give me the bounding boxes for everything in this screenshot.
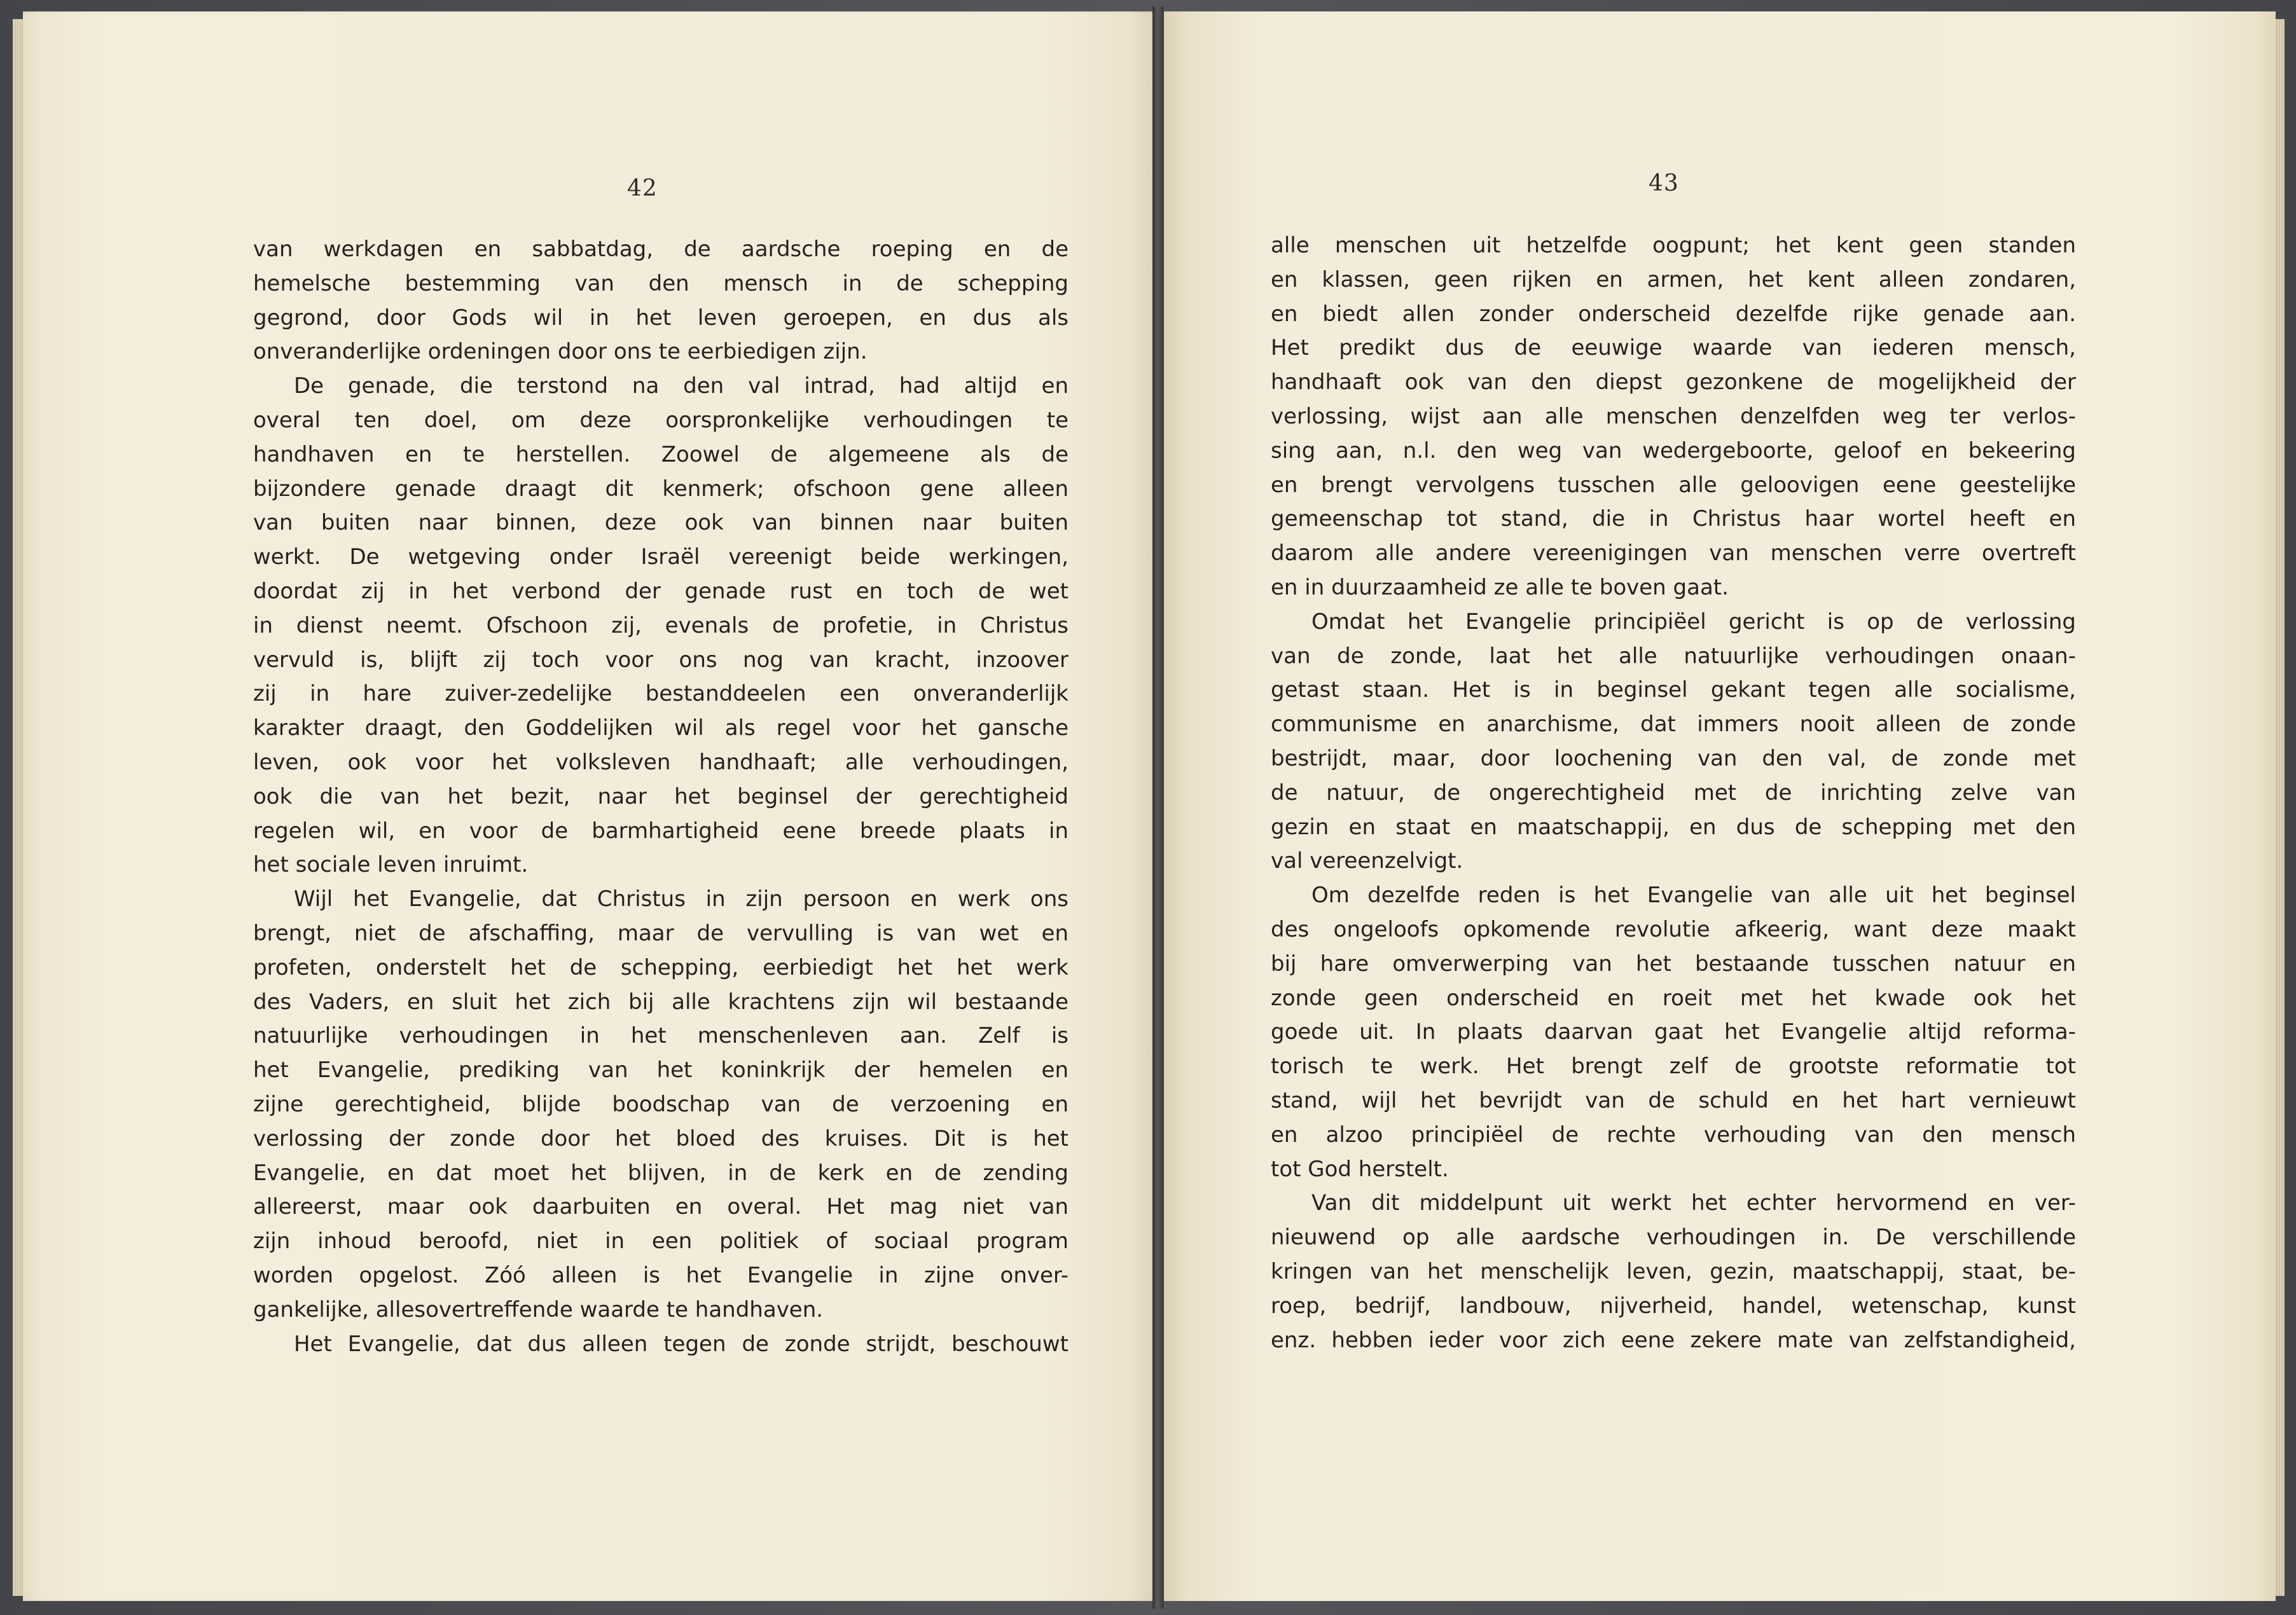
text-line: werkt. De wetgeving onder Israël vereenigt beide werkingen, xyxy=(253,544,1068,570)
text-line: gankelijke, allesovertreffende waarde te handhaven. xyxy=(253,1296,824,1323)
text-line: daarom alle andere vereenigingen van menschen verre overtreft xyxy=(1271,540,2076,567)
text-line: kringen van het menschelijk leven, gezin, maatschappij, staat, be- xyxy=(1271,1258,2076,1284)
text-line: bestrijdt, maar, door loochening van den val, de zonde met xyxy=(1271,745,2076,771)
text-line: handhaaft ook van den diepst gezonkene de mogelijkheid der xyxy=(1271,369,2076,395)
text-line: sing aan, n.l. den weg van wedergeboorte, geloof en bekeering xyxy=(1271,437,2076,464)
text-line: brengt, niet de afschaffing, maar de vervulling is van wet en xyxy=(253,920,1068,946)
text-line: gezin en staat en maatschappij, en dus de schepping met den xyxy=(1271,814,2076,840)
text-line: handhaven en te herstellen. Zoowel de algemeene als de xyxy=(253,441,1068,467)
book-gutter xyxy=(1152,6,1164,1609)
text-line: het sociale leven inruimt. xyxy=(253,852,529,878)
right-page xyxy=(1161,11,2276,1601)
text-line: het Evangelie, prediking van het koninkrijk der hemelen en xyxy=(253,1057,1068,1083)
text-line: stand, wijl het bevrijdt van de schuld en het hart vernieuwt xyxy=(1271,1087,2076,1113)
text-line: Wijl het Evangelie, dat Christus in zijn persoon en werk ons xyxy=(294,886,1068,912)
text-line: De genade, die terstond na den val intrad, had altijd en xyxy=(294,373,1068,399)
text-line: zonde geen onderscheid en roeit met het kwade ook het xyxy=(1271,985,2076,1011)
text-line: hemelsche bestemming van den mensch in de schepping xyxy=(253,270,1068,296)
text-line: van buiten naar binnen, deze ook van binnen naar buiten xyxy=(253,510,1068,536)
text-line: Van dit middelpunt uit werkt het echter hervormend en ver- xyxy=(1311,1190,2076,1216)
text-line: in dienst neemt. Ofschoon zij, evenals de profetie, in Christus xyxy=(253,612,1068,638)
text-line: de natuur, de ongerechtigheid met de inrichting zelve van xyxy=(1271,780,2076,806)
text-line: communisme en anarchisme, dat immers nooit alleen de zonde xyxy=(1271,711,2076,738)
text-line: roep, bedrijf, landbouw, nijverheid, handel, wetenschap, kunst xyxy=(1271,1293,2076,1319)
text-line: getast staan. Het is in beginsel gekant tegen alle socialisme, xyxy=(1271,677,2076,703)
left-page xyxy=(23,11,1155,1601)
page-stack-left-edge xyxy=(13,19,23,1596)
text-line: profeten, onderstelt het de schepping, eerbiedigt het het werk xyxy=(253,954,1068,980)
page-number-left: 42 xyxy=(627,175,658,202)
text-line: en in duurzaamheid ze alle te boven gaat. xyxy=(1271,574,1729,600)
text-line: nieuwend op alle aardsche verhoudingen in. De verschillende xyxy=(1271,1225,2076,1251)
text-line: alle menschen uit hetzelfde oogpunt; het kent geen standen xyxy=(1271,233,2076,258)
text-line: torisch te werk. Het brengt zelf de grootste reformatie tot xyxy=(1271,1054,2076,1080)
text-line: gemeenschap tot stand, die in Christus haar wortel heeft en xyxy=(1271,506,2076,532)
text-line: ook die van het bezit, naar het beginsel der gerechtigheid xyxy=(253,783,1068,809)
text-line: Evangelie, en dat moet het blijven, in de kerk en de zending xyxy=(253,1160,1068,1186)
text-line: overal ten doel, om deze oorspronkelijke verhoudingen te xyxy=(253,407,1068,433)
left-page-body-text xyxy=(253,233,1068,1361)
text-line: Het predikt dus de eeuwige waarde van iederen mensch, xyxy=(1271,335,2076,361)
text-line: en alzoo principiëel de rechte verhouding van den mensch xyxy=(1271,1122,2076,1148)
text-line: van werkdagen en sabbatdag, de aardsche roeping en de xyxy=(253,237,1068,262)
page-number-right: 43 xyxy=(1649,170,1679,196)
text-line: en brengt vervolgens tusschen alle geloovigen eene geestelijke xyxy=(1271,472,2076,498)
text-line: zij in hare zuiver-zedelijke bestanddeelen een onveranderlijk xyxy=(253,681,1068,707)
text-line: regelen wil, en voor de barmhartigheid eene breede plaats in xyxy=(253,818,1068,844)
text-line: zijn inhoud beroofd, niet in een politiek of sociaal program xyxy=(253,1228,1068,1254)
text-line: gegrond, door Gods wil in het leven geroepen, en dus als xyxy=(253,305,1068,331)
text-line: van de zonde, laat het alle natuurlijke verhoudingen onaan- xyxy=(1271,643,2076,669)
text-line: val vereenzelvigt. xyxy=(1271,848,1463,874)
text-line: Het Evangelie, dat dus alleen tegen de zonde strijdt, beschouwt xyxy=(294,1331,1068,1357)
text-line: goede uit. In plaats daarvan gaat het Evangelie altijd reforma- xyxy=(1271,1019,2076,1045)
text-line: des ongeloofs opkomende revolutie afkeerig, want deze maakt xyxy=(1271,916,2076,942)
text-line: verlossing der zonde door het bloed des kruises. Dit is het xyxy=(253,1125,1068,1151)
text-line: verlossing, wijst aan alle menschen denzelfden weg ter verlos- xyxy=(1271,403,2076,429)
text-line: tot God herstelt. xyxy=(1271,1156,1449,1182)
text-line: Omdat het Evangelie principiëel gericht is op de verlossing xyxy=(1311,608,2076,635)
text-line: doordat zij in het verbond der genade rust en toch de wet xyxy=(253,578,1068,604)
text-line: en biedt allen zonder onderscheid dezelfde rijke genade aan. xyxy=(1271,301,2076,327)
text-line: allereerst, maar ook daarbuiten en overal. Het mag niet van xyxy=(253,1194,1068,1220)
text-line: vervuld is, blijft zij toch voor ons nog van kracht, inzoover xyxy=(253,647,1068,673)
text-line: des Vaders, en sluit het zich bij alle krachtens zijn wil bestaande xyxy=(253,989,1068,1015)
text-line: bijzondere genade draagt dit kenmerk; ofschoon gene alleen xyxy=(253,476,1068,502)
text-line: Om dezelfde reden is het Evangelie van alle uit het beginsel xyxy=(1311,883,2076,909)
text-line: worden opgelost. Zóó alleen is het Evangelie in zijne onver- xyxy=(253,1262,1068,1288)
page-stack-right-edge xyxy=(2276,19,2285,1596)
text-line: enz. hebben ieder voor zich eene zekere mate van zelfstandigheid, xyxy=(1271,1327,2076,1353)
text-line: onveranderlijke ordeningen door ons te eerbiedigen zijn. xyxy=(253,339,868,365)
text-line: karakter draagt, den Goddelijken wil als regel voor het gansche xyxy=(253,715,1068,741)
text-line: bij hare omverwerping van het bestaande tusschen natuur en xyxy=(1271,951,2076,977)
text-line: zijne gerechtigheid, blijde boodschap van de verzoening en xyxy=(253,1091,1068,1117)
text-line: natuurlijke verhoudingen in het menschenleven aan. Zelf is xyxy=(253,1023,1068,1049)
text-line: en klassen, geen rijken en armen, het kent alleen zondaren, xyxy=(1271,266,2076,292)
text-line: leven, ook voor het volksleven handhaaft; alle verhoudingen, xyxy=(253,749,1068,775)
right-page-body-text xyxy=(1271,229,2076,1357)
